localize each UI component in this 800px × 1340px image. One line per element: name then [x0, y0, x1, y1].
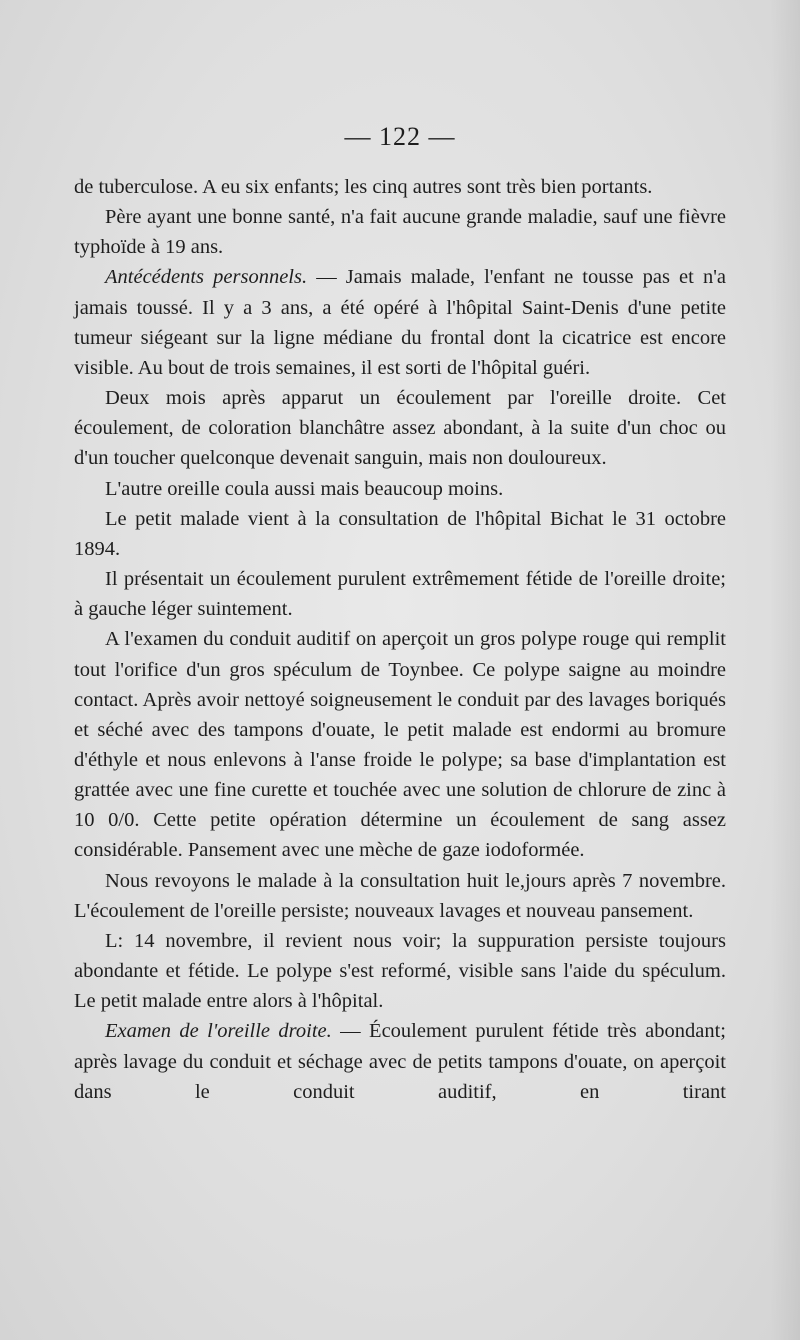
paragraph-text: L'autre oreille coula aussi mais beaucoup moins. — [105, 477, 504, 500]
paragraph — [74, 172, 726, 202]
paragraph — [74, 866, 726, 926]
paragraph — [74, 1016, 726, 1106]
paragraph-text: de tuberculose. A eu six enfants; les cinq autres sont très bien portants. — [74, 176, 653, 198]
paragraph-text: Père ayant une bonne santé, n'a fait aucune grande maladie, sauf une fièvre typhoïde à 19 ans. — [74, 206, 726, 259]
page-number: — 122 — — [344, 122, 456, 151]
paragraph — [74, 474, 726, 504]
section-heading: Antécédents personnels. — [105, 266, 308, 289]
paragraph — [74, 262, 726, 383]
paragraph-text: — Jamais malade, l'enfant ne tousse pas et n'a jamais toussé. Il y a 3 ans, a été opéré à l'hôpital Saint-Denis d'une petite tumeur siégeant sur la ligne médiane du frontal dont la cicatrice est encore visible. Au bout de trois semaines, il est sorti de l'hôpital guéri. — [74, 266, 726, 379]
paragraph — [74, 383, 726, 473]
paragraph-text: Il présentait un écoulement purulent extrêmement fétide de l'oreille droite; à gauche léger suintement. — [74, 568, 726, 621]
paragraph-text: — Écoulement purulent fétide très abondant; après lavage du conduit et séchage avec de petits tampons d'ouate, on aperçoit dans le conduit auditif, en tirant — [74, 1020, 726, 1103]
paragraph-text: Nous revoyons le malade à la consultation huit le,jours après 7 novembre. L'écoulement de l'oreille persiste; nouveaux lavages et nouveau pansement. — [74, 869, 726, 922]
page-edge-shadow — [770, 0, 800, 1340]
paragraph-text: Le petit malade vient à la consultation de l'hôpital Bichat le 31 octobre 1894. — [74, 507, 726, 560]
paragraph — [74, 926, 726, 1016]
paragraph — [74, 624, 726, 865]
paragraph-text: A l'examen du conduit auditif on aperçoit un gros polype rouge qui remplit tout l'orifice d'un gros spéculum de Toynbee. Ce polype saigne au moindre contact. Après avoir nettoyé soigneusement le conduit par des lavages boriqués et séché avec des tampons d'ouate, le petit malade est endormi au bromure d'éthyle et nous enlevons à l'anse froide le polype; sa base d'implantation est grattée avec une fine curette et touchée avec une solution de chlorure de zinc à 10 0/0. Cette petite opération détermine un écoulement de sang assez considérable. Pansement avec une mèche de gaze iodoformée. — [74, 628, 726, 862]
paragraph-text: Deux mois après apparut un écoulement par l'oreille droite. Cet écoulement, de coloration blanchâtre assez abondant, à la suite d'un choc ou d'un toucher quelconque devenait sanguin, mais non douloureux. — [74, 387, 726, 470]
section-heading: Examen de l'oreille droite. — [105, 1020, 332, 1043]
paragraph — [74, 504, 726, 564]
paragraph — [74, 564, 726, 624]
paragraph-text: L: 14 novembre, il revient nous voir; la suppuration persiste toujours abondante et fétide. Le polype s'est reformé, visible sans l'aide du spéculum. Le petit malade entre alors à l'hôpital. — [74, 929, 726, 1013]
body-text — [74, 172, 726, 1107]
paragraph — [74, 202, 726, 262]
